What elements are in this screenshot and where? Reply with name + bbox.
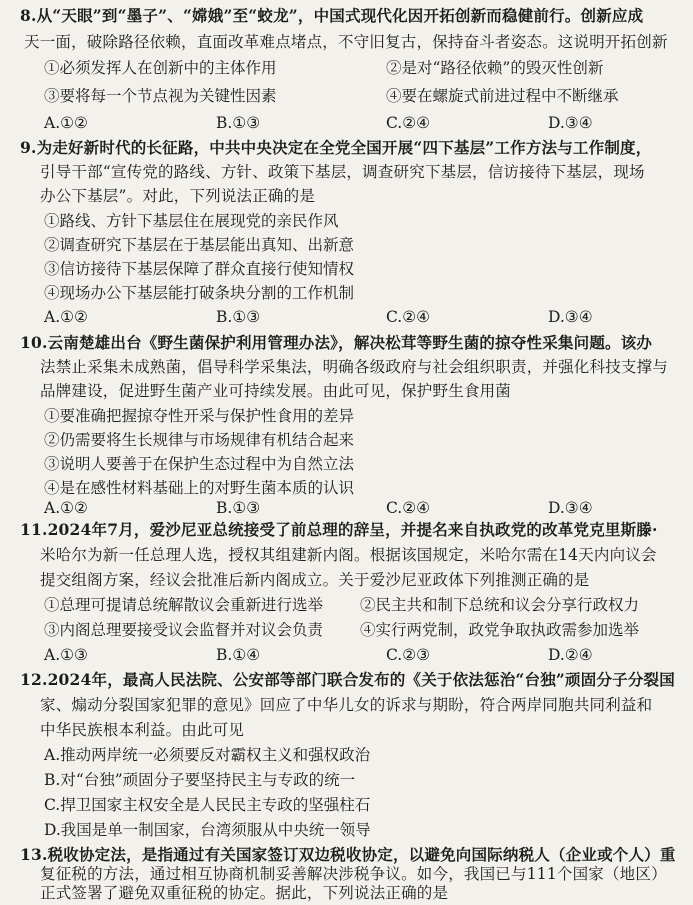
q9-stem-line-1: 9.为走好新时代的长征路，中共中央决定在全党全国开展“四下基层”工作方法与工作制度，	[20, 138, 652, 157]
q9-option-b: B.①③	[216, 308, 261, 326]
q10-statement-4: ④是在感性材料基础上的对野生菌本质的认识	[44, 479, 355, 497]
q10-statement-3: ③说明人要善于在保护生态过程中为自然立法	[44, 455, 355, 473]
q10-stem-line-3: 品牌建设，促进野生菌产业可持续发展。由此可见，保护野生食用菌	[40, 382, 512, 400]
q10-option-c: C.②④	[386, 499, 431, 517]
q10-stem-line-2: 法禁止采集未成熟菌，倡导科学采集法，明确各级政府与社会组织职责，并强化科技支撑与	[40, 358, 669, 376]
q12-option-b: B.对“台独”顽固分子要坚持民主与专政的统一	[44, 771, 356, 789]
q9-statement-4: ④现场办公下基层能打破条块分割的工作机制	[44, 284, 355, 302]
q9-stem-line-3: 办公下基层”。对此，下列说法正确的是	[40, 187, 316, 205]
q8-option-b: B.①③	[216, 114, 261, 132]
q9-statement-3: ③信访接待下基层保障了群众直接行使知情权	[44, 260, 355, 278]
q8-statement-1: ①必须发挥人在创新中的主体作用	[44, 59, 277, 77]
q11-option-c: C.②③	[386, 646, 431, 664]
q8-statement-3: ③要将每一个节点视为关键性因素	[44, 87, 277, 105]
q10-statement-1: ①要准确把握掠夺性开采与保护性食用的差异	[44, 407, 355, 425]
q9-option-d: D.③④	[548, 308, 593, 326]
q11-statement-4: ④实行两党制，政党争取执政需参加选举	[360, 621, 640, 639]
q11-option-d: D.②④	[548, 646, 593, 664]
q13-stem-line-3: 正式签署了避免双重征税的协定。据此，下列说法正确的是	[40, 884, 449, 902]
q12-stem-line-3: 中华民族根本利益。由此可见	[40, 721, 245, 739]
q12-option-c: C.捍卫国家主权安全是人民民主专政的坚强柱石	[44, 796, 371, 814]
q10-option-b: B.①③	[216, 499, 261, 517]
q13-stem-line-2: 复征税的方法，通过相互协商机制妥善解决涉税争议。如今，我国已与111个国家（地区）	[40, 865, 667, 883]
q9-statement-1: ①路线、方针下基层住在展现党的亲民作风	[44, 212, 339, 230]
q12-stem-line-1: 12.2024年，最高人民法院、公安部等部门联合发布的《关于依法惩治“台独”顽固分子分裂国	[20, 670, 675, 689]
q11-statement-3: ③内阁总理要接受议会监督并对议会负责	[44, 621, 324, 639]
q10-option-a: A.①②	[44, 499, 88, 517]
q9-option-a: A.①②	[44, 308, 88, 326]
q8-option-d: D.③④	[548, 114, 593, 132]
q13-stem-line-1: 13.税收协定法，是指通过有关国家签订双边税收协定，以避免向国际纳税人（企业或个人）重	[20, 845, 676, 864]
q8-stem-line-2: 天一面，破除路径依赖，直面改革难点堵点，不守旧复古，保持奋斗者姿态。这说明开拓创新	[24, 33, 668, 51]
q9-stem-line-2: 引导干部“宣传党的路线、方针、政策下基层，调查研究下基层，信访接待下基层，现场	[40, 163, 645, 181]
q11-option-a: A.①③	[44, 646, 88, 664]
q12-stem-line-2: 家、煽动分裂国家犯罪的意见》回应了中华儿女的诉求与期盼，符合两岸同胞共同利益和	[40, 696, 653, 714]
q11-stem-line-2: 米哈尔为新一任总理人选，授权其组建新内阁。根据该国规定，米哈尔需在14天内向议会	[40, 546, 657, 564]
q12-option-a: A.推动两岸统一必须要反对霸权主义和强权政治	[44, 746, 371, 764]
q8-stem-line-1: 8.从“天眼”到“墨子”、“嫦娥”至“蛟龙”，中国式现代化因开拓创新而稳健前行。创新应成	[20, 6, 644, 25]
q8-statement-4: ④要在螺旋式前进过程中不断继承	[386, 87, 619, 105]
q11-statement-1: ①总理可提请总统解散议会重新进行选举	[44, 596, 324, 614]
q11-stem-line-1: 11.2024年7月，爱沙尼亚总统接受了前总理的辞呈，并提名来自执政党的改革党克里斯滕·	[20, 520, 658, 539]
q11-stem-line-3: 提交组阁方案，经议会批准后新内阁成立。关于爱沙尼亚政体下列推测正确的是	[40, 571, 590, 589]
q10-option-d: D.③④	[548, 499, 593, 517]
q8-option-a: A.①②	[44, 114, 88, 132]
q11-statement-2: ②民主共和制下总统和议会分享行政权力	[360, 596, 640, 614]
q8-statement-2: ②是对“路径依赖”的毁灭性创新	[386, 59, 604, 77]
q9-statement-2: ②调查研究下基层在于基层能出真知、出新意	[44, 236, 355, 254]
q12-option-d: D.我国是单一制国家，台湾须服从中央统一领导	[44, 821, 371, 839]
q9-option-c: C.②④	[386, 308, 431, 326]
q11-option-b: B.①④	[216, 646, 261, 664]
q10-statement-2: ②仍需要将生长规律与市场规律有机结合起来	[44, 431, 355, 449]
q8-option-c: C.②④	[386, 114, 431, 132]
q10-stem-line-1: 10.云南楚雄出台《野生菌保护利用管理办法》，解决松茸等野生菌的掠夺性采集问题。该办	[20, 333, 653, 352]
